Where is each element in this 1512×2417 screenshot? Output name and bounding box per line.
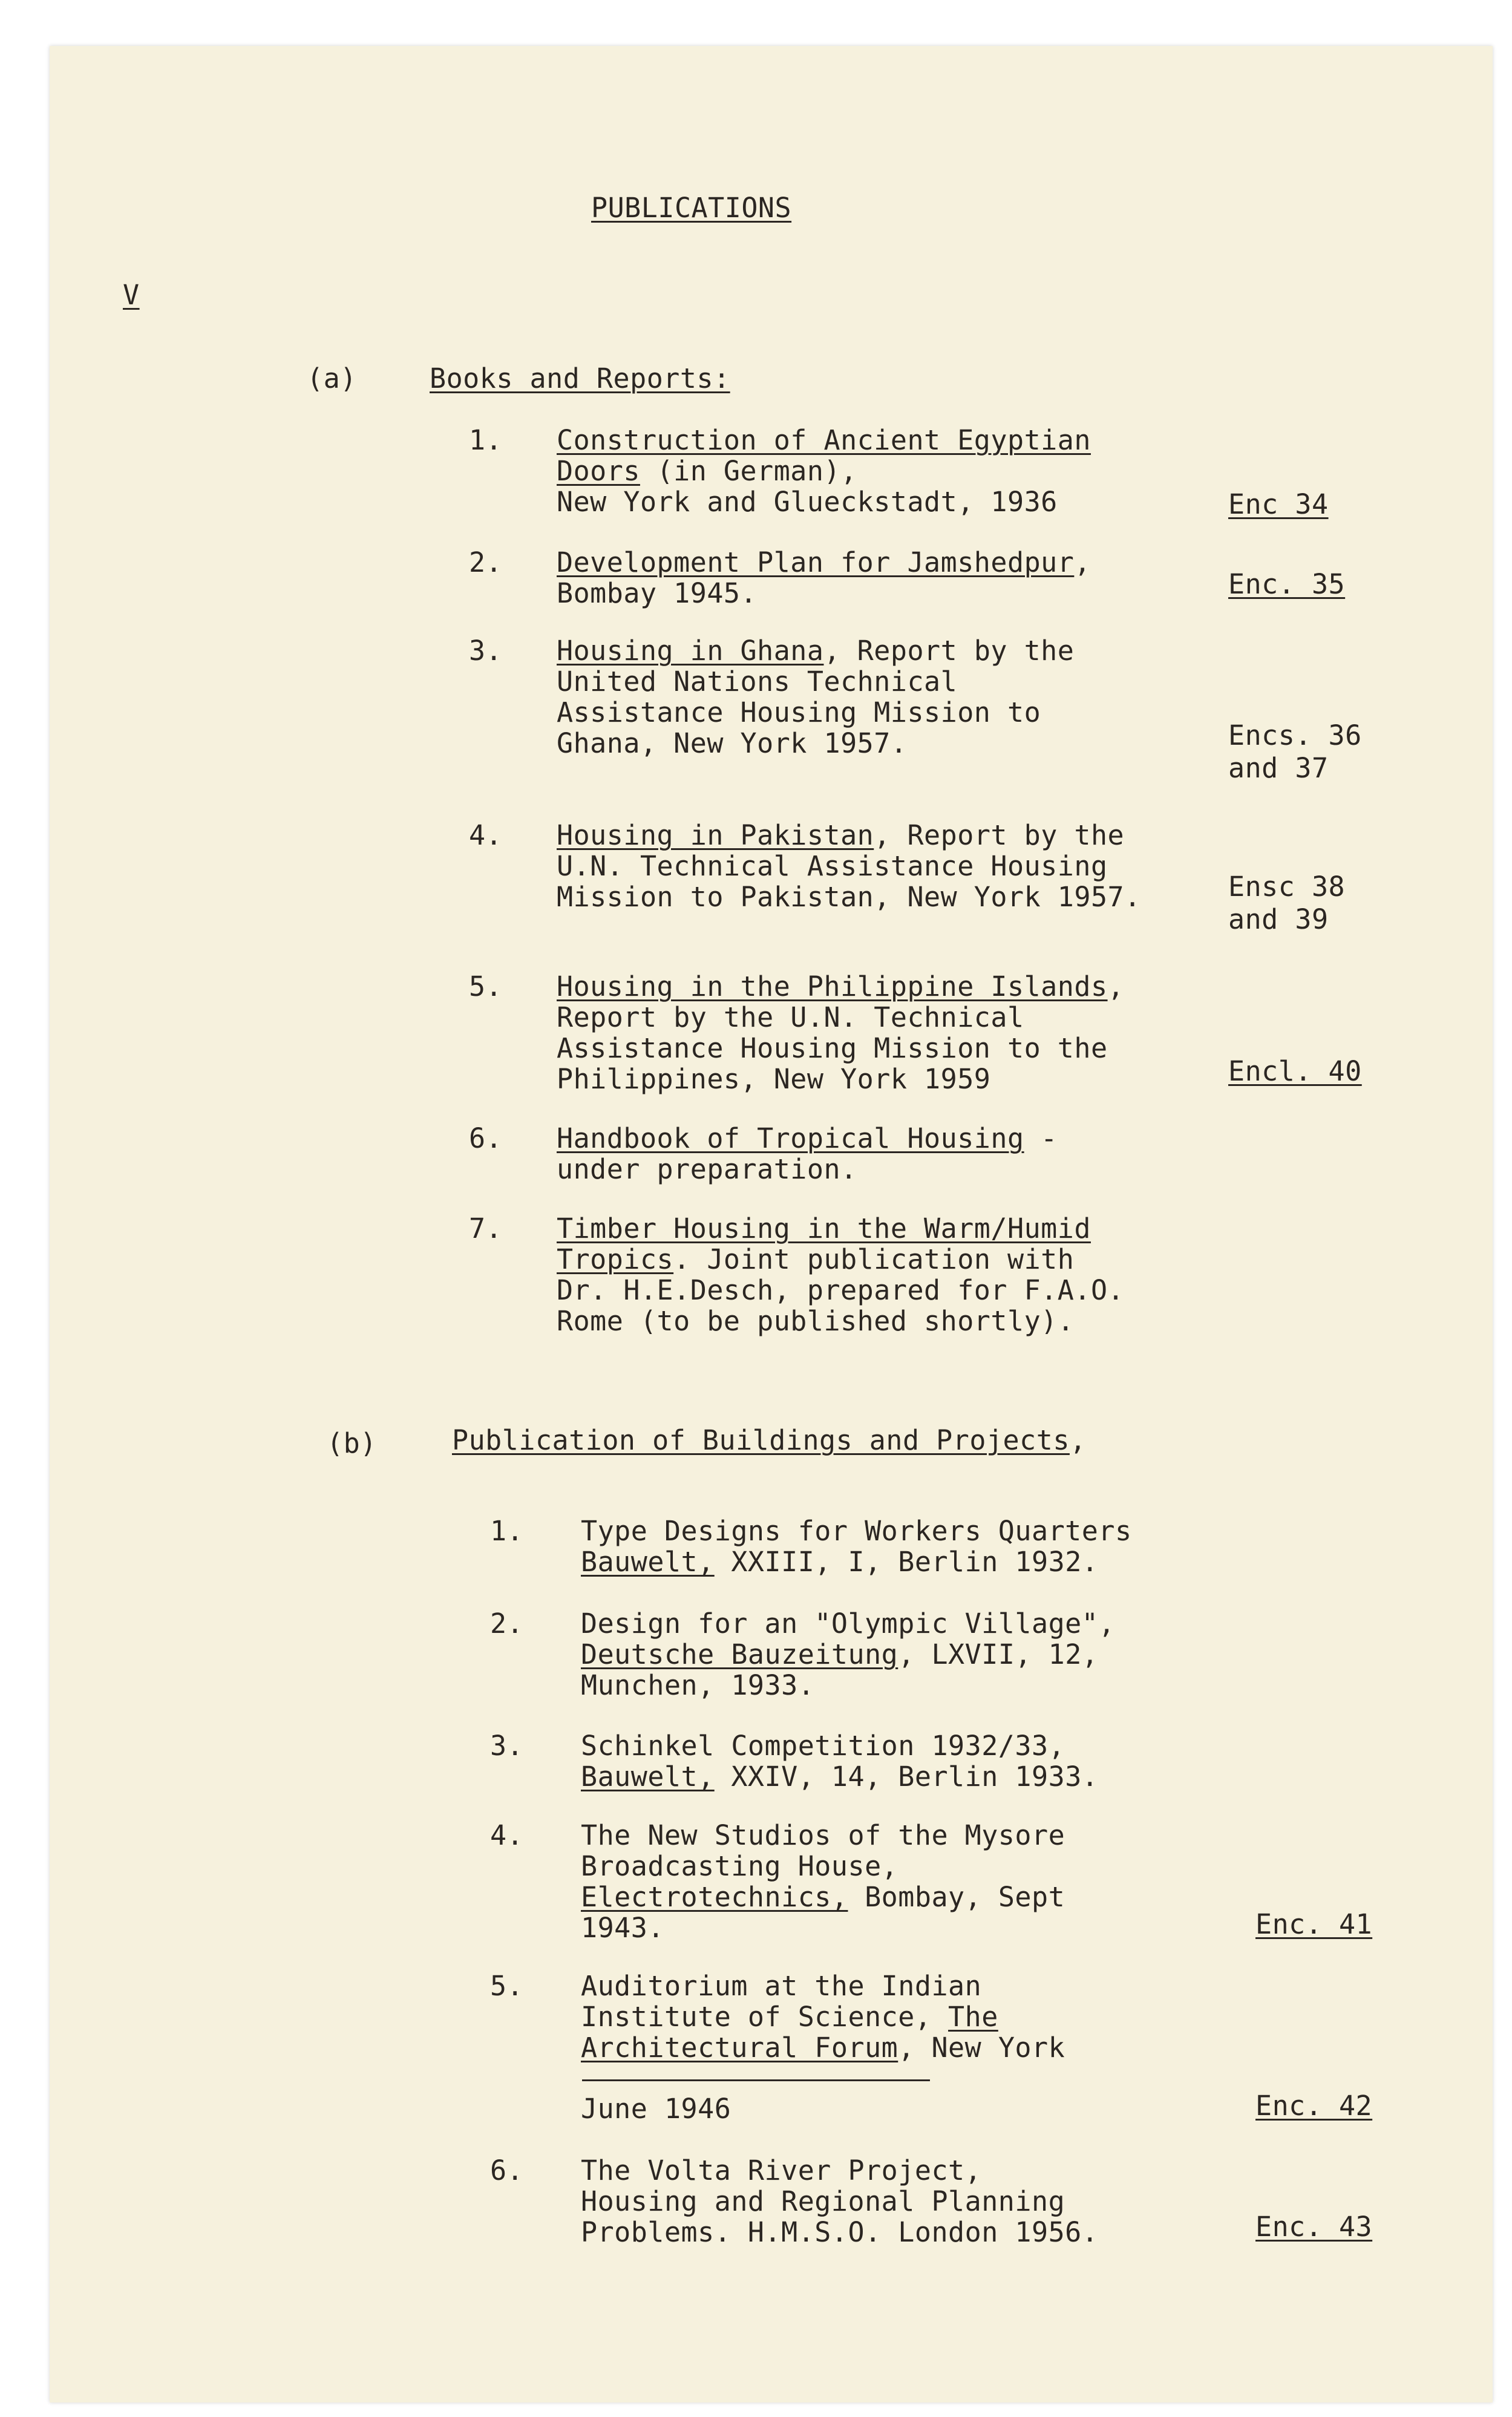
- entry-text: Philippines, New York 1959: [557, 1063, 991, 1095]
- a-item-line: [557, 1213, 1091, 1244]
- b-item-line: [581, 2186, 1065, 2217]
- entry-title: Handbook of Tropical Housing: [557, 1122, 1024, 1154]
- entry-text: ,: [1107, 970, 1125, 1002]
- b-item-line: [581, 2093, 731, 2124]
- a-item-number: 4.: [469, 819, 503, 851]
- a-item-line: [557, 1275, 1124, 1306]
- a-item-line: [557, 1002, 1024, 1033]
- entry-text: Bombay 1945.: [557, 577, 758, 609]
- underline-rule: [582, 2079, 930, 2081]
- part-a-marker: (a): [307, 362, 357, 394]
- b-item-number: 2.: [490, 1608, 524, 1640]
- part-b-marker: (b): [327, 1427, 377, 1459]
- enclosure-reference: Ensc 38: [1228, 871, 1346, 903]
- entry-text: . Joint publication with: [673, 1243, 1075, 1275]
- b-item-number: 6.: [490, 2154, 524, 2186]
- entry-title: Housing in Pakistan: [557, 819, 874, 851]
- entry-text: , LXVII, 12,: [898, 1638, 1099, 1670]
- entry-text: Schinkel Competition 1932/33,: [581, 1730, 1065, 1762]
- entry-text: Report by the U.N. Technical: [557, 1001, 1024, 1033]
- a-item-number: 5.: [469, 970, 503, 1002]
- b-item-line: [581, 1851, 898, 1882]
- b-item-line: [581, 1820, 1065, 1851]
- a-item-number: 7.: [469, 1212, 503, 1244]
- entry-title: Doors: [557, 455, 640, 487]
- entry-text: Dr. H.E.Desch, prepared for F.A.O.: [557, 1274, 1125, 1306]
- b-item-line: [581, 1608, 1115, 1639]
- b-item-line: [581, 1516, 1132, 1546]
- entry-text: Assistance Housing Mission to: [557, 696, 1041, 728]
- b-item-number: 4.: [490, 1819, 524, 1851]
- a-item-line: [557, 971, 1124, 1002]
- entry-text: Auditorium at the Indian: [581, 1970, 982, 2002]
- enclosure-reference: Encs. 36: [1228, 719, 1362, 751]
- a-item-line: [557, 820, 1124, 851]
- entry-text: ,: [1074, 546, 1091, 578]
- entry-title: Development Plan for Jamshedpur: [557, 546, 1075, 578]
- entry-title: Construction of Ancient Egyptian: [557, 424, 1091, 456]
- enclosure-reference: Enc 34: [1228, 488, 1329, 520]
- entry-text: Design for an "Olympic Village",: [581, 1608, 1115, 1640]
- entry-title: Bauwelt,: [581, 1761, 715, 1793]
- entry-text: Problems. H.M.S.O. London 1956.: [581, 2216, 1099, 2248]
- b-item-line: [581, 1882, 1065, 1912]
- entry-text: Assistance Housing Mission to the: [557, 1032, 1108, 1064]
- entry-text: New York and Glueckstadt, 1936: [557, 486, 1058, 518]
- enclosure-reference: Enc. 43: [1255, 2211, 1373, 2243]
- a-item-line: [557, 425, 1091, 456]
- a-item-line: [557, 697, 1041, 728]
- b-item-number: 3.: [490, 1730, 524, 1762]
- entry-title: Bauwelt,: [581, 1546, 715, 1578]
- enclosure-reference: Enc. 41: [1255, 1908, 1373, 1940]
- entry-text: Broadcasting House,: [581, 1850, 898, 1882]
- entry-text: XXIII, I, Berlin 1932.: [714, 1546, 1099, 1578]
- a-item-line: [557, 666, 957, 697]
- entry-text: The New Studios of the Mysore: [581, 1819, 1065, 1851]
- entry-text: Type Designs for Workers Quarters: [581, 1515, 1132, 1547]
- entry-text: (in German),: [640, 455, 857, 487]
- enclosure-reference: and 37: [1228, 752, 1329, 784]
- a-item-number: 3.: [469, 635, 503, 667]
- b-item-number: 5.: [490, 1970, 524, 2002]
- a-item-line: [557, 851, 1108, 881]
- entry-text: , New York: [898, 2032, 1065, 2064]
- b-item-line: [581, 2217, 1098, 2248]
- a-item-line: [557, 1244, 1074, 1275]
- entry-text: XXIV, 14, Berlin 1933.: [714, 1761, 1099, 1793]
- entry-title: Electrotechnics,: [581, 1881, 848, 1913]
- entry-text: 1943.: [581, 1912, 664, 1944]
- entry-text: -: [1024, 1122, 1058, 1154]
- a-item-number: 6.: [469, 1122, 503, 1154]
- entry-text: June 1946: [581, 2093, 731, 2125]
- a-item-line: [557, 1123, 1058, 1154]
- a-item-line: [557, 728, 907, 759]
- a-item-number: 2.: [469, 546, 503, 578]
- enclosure-reference: Enc. 35: [1228, 568, 1346, 600]
- enclosure-reference: and 39: [1228, 903, 1329, 935]
- entry-title: Housing in Ghana: [557, 635, 824, 667]
- entry-text: Ghana, New York 1957.: [557, 727, 908, 759]
- b-item-line: [581, 1639, 1098, 1670]
- a-item-line: [557, 547, 1091, 578]
- a-item-line: [557, 1033, 1108, 1064]
- entry-text: Mission to Pakistan, New York 1957.: [557, 881, 1141, 913]
- a-item-line: [557, 1064, 990, 1094]
- b-item-number: 1.: [490, 1515, 524, 1547]
- entry-title: Timber Housing in the Warm/Humid: [557, 1212, 1091, 1244]
- a-item-line: [557, 635, 1074, 666]
- part-a-title: Books and Reports:: [430, 362, 730, 394]
- enclosure-reference: Enc. 42: [1255, 2090, 1373, 2122]
- a-item-line: [557, 486, 1058, 517]
- entry-title: Housing in the Philippine Islands: [557, 970, 1108, 1002]
- b-item-line: [581, 1546, 1098, 1577]
- entry-text: Rome (to be published shortly).: [557, 1305, 1075, 1337]
- a-item-line: [557, 578, 757, 609]
- a-item-line: [557, 456, 857, 486]
- a-item-line: [557, 1306, 1074, 1336]
- b-item-line: [581, 2001, 998, 2032]
- b-item-line: [581, 1971, 981, 2001]
- a-item-line: [557, 1154, 857, 1185]
- b-item-line: [581, 1912, 664, 1943]
- a-item-line: [557, 881, 1141, 912]
- entry-text: under preparation.: [557, 1153, 857, 1185]
- entry-text: Munchen, 1933.: [581, 1669, 815, 1701]
- b-item-line: [581, 2155, 981, 2186]
- entry-text: United Nations Technical: [557, 666, 958, 698]
- entry-title: The: [948, 2001, 998, 2033]
- enclosure-reference: Encl. 40: [1228, 1055, 1362, 1087]
- entry-title: Architectural Forum: [581, 2032, 898, 2064]
- entry-text: U.N. Technical Assistance Housing: [557, 850, 1108, 882]
- entry-text: Housing and Regional Planning: [581, 2185, 1065, 2217]
- b-item-line: [581, 2032, 1065, 2063]
- entry-text: The Volta River Project,: [581, 2154, 982, 2186]
- entry-title: Deutsche Bauzeitung: [581, 1638, 898, 1670]
- a-item-number: 1.: [469, 424, 503, 456]
- entry-text: , Report by the: [874, 819, 1125, 851]
- entry-text: , Report by the: [823, 635, 1075, 667]
- part-b-title: Publication of Buildings and Projects,: [452, 1424, 1087, 1456]
- page-heading: PUBLICATIONS: [591, 192, 792, 224]
- b-item-line: [581, 1761, 1098, 1792]
- entry-title: Tropics: [557, 1243, 674, 1275]
- entry-text: Bombay, Sept: [848, 1881, 1065, 1913]
- b-item-line: [581, 1730, 1065, 1761]
- section-numeral: V: [123, 279, 140, 311]
- b-item-line: [581, 1670, 814, 1701]
- entry-text: Institute of Science,: [581, 2001, 949, 2033]
